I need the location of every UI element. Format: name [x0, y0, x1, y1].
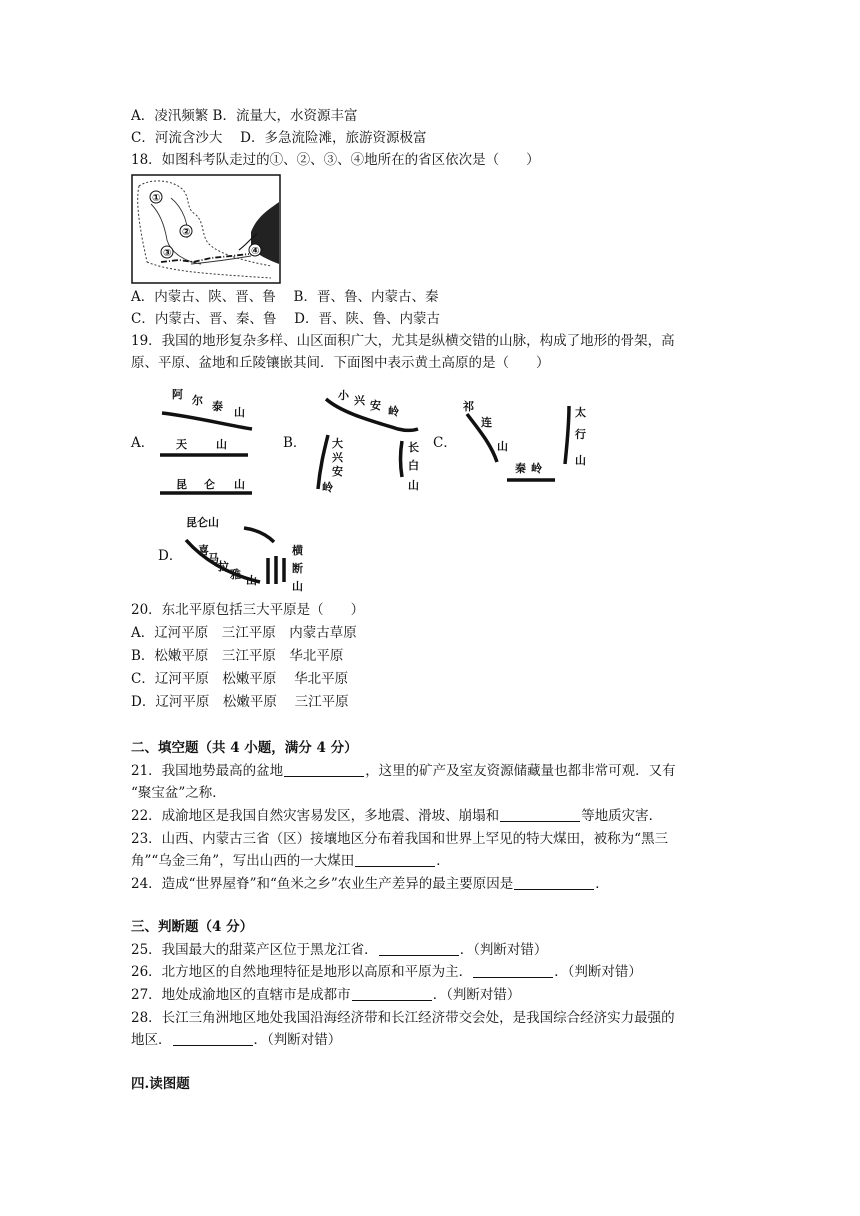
svg-text:昆仑山: 昆仑山 [186, 516, 219, 529]
svg-text:祁: 祁 [463, 400, 474, 413]
q23-line1: 23．山西、内蒙古三省（区）接壤地区分布着我国和世界上罕见的特大煤田，被称为“黑三 [131, 831, 669, 847]
svg-text:雅: 雅 [230, 568, 241, 581]
map-mark-3: ③ [163, 248, 172, 259]
svg-text:兴: 兴 [332, 451, 343, 464]
svg-text:白: 白 [408, 459, 419, 472]
map-mark-4: ④ [251, 246, 260, 257]
q19-stem-line1: 19．我国的地形复杂多样、山区面积广大，尤其是纵横交错的山脉，构成了地形的骨架，高 [131, 333, 675, 349]
q20-option-b: B．松嫩平原 三江平原 华北平原 [131, 648, 344, 664]
svg-text:岭: 岭 [388, 405, 399, 418]
q20-stem: 20．东北平原包括三大平原是（ ） [131, 602, 365, 618]
svg-text:山: 山 [246, 574, 257, 587]
svg-text:阿: 阿 [172, 388, 183, 401]
svg-text:安: 安 [370, 399, 381, 412]
q19-option-d-label: D． [158, 548, 183, 564]
q19-figure-a [156, 385, 256, 504]
q26-answer-blank[interactable] [473, 963, 553, 978]
svg-text:山: 山 [575, 454, 586, 467]
svg-text:拉: 拉 [218, 560, 229, 573]
q24-answer-blank[interactable] [514, 875, 594, 890]
q20-option-d: D．辽河平原 松嫩平原 三江平原 [131, 694, 349, 710]
map-mark-1: ① [152, 193, 161, 204]
q18-options-line1: A．内蒙古、陕、晋、鲁 B．晋、鲁、内蒙古、秦 [131, 289, 439, 305]
q19-option-c-label: C． [433, 435, 457, 451]
q19-figure-b [302, 385, 424, 501]
svg-text:山: 山 [234, 406, 245, 419]
svg-text:横: 横 [292, 544, 303, 557]
q27-line: 27．地处成渝地区的直辖市是成都市 ．（判断对错） [131, 987, 521, 1003]
q21-line2: “聚宝盆”之称． [131, 785, 226, 801]
svg-text:山: 山 [497, 440, 508, 453]
section-judge-title: 三、判断题（4 分） [131, 919, 254, 935]
svg-text:岭: 岭 [322, 481, 333, 494]
q19-option-a-label: A． [131, 435, 155, 451]
svg-text:小: 小 [338, 389, 349, 402]
section-fill-in-title: 二、填空题（共 4 小题，满分 4 分） [131, 740, 358, 756]
svg-text:断: 断 [292, 562, 303, 575]
svg-text:仑: 仑 [204, 478, 215, 491]
svg-text:喜: 喜 [198, 544, 209, 557]
q26-line: 26．北方地区的自然地理特征是地形以高原和平原为主． ．（判断对错） [131, 964, 642, 980]
q17-options-line1: A．凌汛频繁 B．流量大，水资源丰富 [131, 108, 358, 124]
svg-text:尔: 尔 [192, 394, 203, 407]
svg-text:行: 行 [575, 428, 586, 441]
svg-text:秦: 秦 [515, 462, 526, 475]
svg-text:昆: 昆 [176, 478, 187, 491]
map-mark-2: ② [182, 227, 191, 238]
q19-stem-line2: 原、平原、盆地和丘陵镶嵌其间．下面图中表示黄土高原的是（ ） [131, 355, 550, 371]
q18-stem: 18．如图科考队走过的①、②、③、④地所在的省区依次是（ ） [131, 152, 540, 168]
q25-answer-blank[interactable] [379, 941, 459, 956]
svg-text:岭: 岭 [531, 462, 542, 475]
q20-option-c: C．辽河平原 松嫩平原 华北平原 [131, 671, 349, 687]
svg-text:山: 山 [292, 580, 303, 593]
q19-figure-c [457, 390, 592, 492]
q23-answer-blank[interactable] [355, 852, 435, 867]
svg-text:长: 长 [408, 441, 419, 454]
q24-line: 24．造成“世界屋脊”和“鱼米之乡”农业生产差异的最主要原因是 ． [131, 876, 609, 892]
q27-answer-blank[interactable] [352, 986, 432, 1001]
svg-text:山: 山 [234, 478, 245, 491]
q17-options-line2: C．河流含沙大 D．多急流险滩，旅游资源极富 [131, 130, 427, 146]
q23-line2: 角”“乌金三角”，写出山西的一大煤田 ． [131, 853, 450, 869]
svg-text:山: 山 [216, 438, 227, 451]
q19-option-b-label: B． [283, 435, 307, 451]
q20-option-a: A．辽河平原 三江平原 内蒙古草原 [131, 625, 357, 641]
q28-line2: 地区． ．（判断对错） [131, 1032, 342, 1048]
svg-text:大: 大 [332, 437, 343, 450]
q21-answer-blank[interactable] [284, 762, 364, 777]
q28-answer-blank[interactable] [173, 1031, 253, 1046]
q22-line: 22．成渝地区是我国自然灾害易发区，多地震、滑坡、崩塌和 等地质灾害． [131, 808, 663, 824]
svg-text:马: 马 [208, 552, 219, 565]
q22-answer-blank[interactable] [500, 807, 580, 822]
section-map-reading-title: 四.读图题 [131, 1076, 190, 1092]
q18-options-line2: C．内蒙古、晋、秦、鲁 D．晋、陕、鲁、内蒙古 [131, 311, 440, 327]
svg-text:泰: 泰 [212, 400, 223, 413]
svg-text:太: 太 [575, 406, 586, 419]
q25-line: 25．我国最大的甜菜产区位于黑龙江省． ．（判断对错） [131, 942, 548, 958]
q21-line1: 21．我国地势最高的盆地 ，这里的矿产及室友资源储藏量也都非常可观．又有 [131, 763, 676, 779]
q19-figure-d [182, 512, 310, 598]
q28-line1: 28．长江三角洲地区地处我国沿海经济带和长江经济带交会处，是我国综合经济实力最强的 [131, 1010, 675, 1026]
svg-text:安: 安 [332, 465, 343, 478]
q18-route-map [131, 174, 281, 288]
svg-text:天: 天 [176, 438, 187, 451]
svg-text:连: 连 [481, 416, 492, 429]
svg-text:山: 山 [408, 479, 419, 492]
svg-text:兴: 兴 [354, 394, 365, 407]
